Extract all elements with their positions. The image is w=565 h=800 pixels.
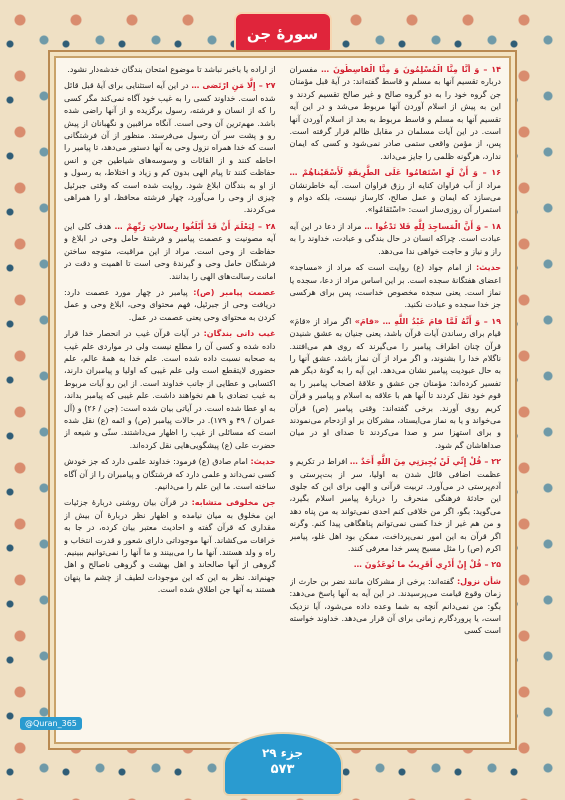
juz-label: جزء ۲۹ (261, 746, 304, 760)
verse-heading: ۲۸ – لِيَعْلَمَ أَنْ قَدْ أَبْلَغُوا رِسالاتِ رَبِّهِمْ … (114, 221, 276, 231)
surah-title: سورهٔ جن (246, 25, 319, 43)
paragraph (290, 576, 502, 638)
commentary-text: هدف کلی این آیه مصونیت و عصمت پیامبر و فرشتهٔ حامل وحی در ابلاغ و حفاظت از وحی است. مراد از این مراقبت، متوجه ساختن فرشتگان حامل وحی و گیرندهٔ وحی است تا اهمیت و دقت در امانت رسالت‌های الهی را بدانند. (64, 221, 276, 281)
verse-heading: ۲۵ – قُلْ إِنْ أَدْرِي أَقَرِيبٌ ما تُوعَدُونَ … (353, 560, 501, 570)
surah-title-badge (234, 12, 332, 56)
section-subheading: غیب دانی بندگان: (203, 329, 276, 339)
paragraph (290, 262, 502, 312)
commentary-text: مراد از دعا در این آیه عبادت است. چراکه انسان در حال بندگی و عبادت، خداوند را به راز و نیاز و حاجت خواهی ندا می‌دهد. (289, 221, 501, 256)
commentary-text: افراط در تکریم و عظمت اضافی قائل شدن به اولیا، سر از بت‌پرستی و آدم‌پرستی در می‌آورد. تربیت قرآنی و الهی برای این که جلوی این حادثهٔ فرهنگی منحرف را دربارهٔ پیامبر اسلام بگیرد، می‌گوید: بگو، اگر من خلافی کنم احدی نمی‌تواند به من پناه دهد و من هم غیر از خدا کسی نمی‌توانم پناهگاهی پیدا کنم. وگرنه اگر قرآن به این امور نمی‌پرداخت، ممکن بود اهل غلو، پیامبر اکرم (ص) را مثل مسیح پسر خدا معرفی کنند. (289, 457, 501, 554)
paragraph (64, 456, 276, 493)
paragraph (290, 316, 502, 452)
paragraph (290, 559, 502, 571)
commentary-text: از امام جواد (ع) روایت است که مراد از «مساجد» اعضای هفتگانهٔ سجده است. بر این اساس مراد از دعا، سجده یا نماز است. یعنی سجده مخصوص خداست، پس برای هرکسی جز خدا سجده و عبادت نکنید. (289, 263, 501, 310)
commentary-text: گفته‌اند: برخی از مشرکان مانند نضر بن حارث از زمان وقوع قیامت می‌پرسیدند. در این آیه به آنها پاسخ می‌دهد: بگو: من نمی‌دانم آنچه به شما وعده داده می‌شود، آیا نزدیک است، یا پروردگارم زمانی برای آن قرار می‌دهد. خداوند خواسته است کسی (289, 576, 501, 636)
left-column (64, 64, 276, 736)
channel-handle: @Quran_365 (25, 719, 77, 728)
verse-heading: ۲۷ – إِلَّا مَنِ ارْتَضى … (191, 81, 276, 91)
section-subheading: عصمت پیامبر (ص): (193, 287, 276, 297)
paragraph (64, 64, 276, 76)
page-body (54, 56, 511, 744)
commentary-text: مفسران درباره تقسیم آنها به مسلم و قاسط گفته‌اند: در آیهٔ قبل مؤمنان جن گروه خود را به دو گروه صالح و غیر صالح تقسیم کردند و این به پیش از اسلام آوردن آنها مربوط می‌شد و در این آیه تقسیم آنها به مسلم و قاسط مربوط به بعد از اسلام آوردن آنها است. در این آیات مسلمان در مقابل ظالم قرار گرفته است. پس، از مؤمن واقعی ستمی صادر نمی‌شود و کسی که ایمان ندارد، هرگونه ظلمی را جایز می‌داند. (289, 65, 501, 161)
commentary-text: در آیات قرآن غیب در انحصار خدا قرار داده شده و کسی آن را مطلع نیست ولی در مواردی علم غیب به صحابه نسبت داده شده است. علم خدا به همهٔ عالم، علم حضوری لایتقطع است ولی علم غیبی که اولیا و پیامبران دارند، اکتسابی و عطایی از جانب خداوند است. از این رو آیات مربوط به غیب تضادی با هم نخواهند داشت. علم غیبی که پیامبر بداند، به او عطا شده است. در آیاتی بیان شده است: (جن / ۲۶) و (آل عمران / ۴۹ و ۱۷۹). در حالات پیامبر (ص) و ائمه (ع) نقل شده است که مسائلی از غیب را اظهار می‌داشتند. سنّی و شیعه از حضرت علی (ع) پیشگویی‌هایی نقل کرده‌اند. (64, 329, 276, 450)
verse-heading: ۱۴ – وَ أَنَّا مِنَّا الْمُسْلِمُونَ وَ مِنَّا الْقاسِطُونَ … (321, 65, 501, 74)
commentary-text: مراد از آب فراوان کنایه از رزق فراوان است. آیه خاطرنشان می‌سازد که ایمان و عمل صالح، کارساز نیست، بلکه دوام و استمرار آن روزی‌ساز است: «اسْتَقامُوا». (289, 180, 501, 215)
paragraph (64, 80, 276, 216)
section-subheading: حدیث: (250, 457, 276, 467)
right-column (290, 64, 502, 736)
paragraph (64, 497, 276, 596)
commentary-text: از اراده یا باخبر نباشد تا موضوع امتحان بندگان خدشه‌دار نشود. (67, 65, 276, 74)
verse-heading: ۱۶ – وَ أَنْ لَوِ اسْتَقامُوا عَلَى الطَّرِيقَةِ لَأَسْقَيْناهُمْ … (289, 168, 501, 178)
channel-tag (20, 717, 82, 730)
text-columns (64, 64, 501, 736)
paragraph (290, 221, 502, 258)
commentary-text: در این آیه استثنایی برای آیهٔ قبل قائل شده است. خداوند کسی را به غیب خود آگاه نمی‌کند مگر کسی را که از انسان و فرشته، رسول برگزیده و از آنها راضی شده باشد. مهم‌ترین آن وحی است. آنگاه مراقبین و نگهبانان از پیش رو و پشت سر آن رسول می‌فرستد. منظور از آن فرشتگانی است که خدا همراه نزول وحی به آنها دستور می‌دهد، تا پیامبر را احاطه کنند و از القائات و وسوسه‌های شیاطین جن و انس حفاظت کنند تا پیام الهی بدون کم و زیاد و اختلاط، به رسول و از او به بندگان ابلاغ شود. روایت شده است که وقتی جبرئیل چیزی از وحی را می‌آورد، چهار فرشته محافظ، او را همراهی می‌کردند. (64, 81, 276, 215)
commentary-text: امام صادق (ع) فرمود: خداوند علمی دارد که جز خودش کسی نمی‌داند و علمی دارد که فرشتگان و پیامبران را از آن آگاه ساخته است. ما این علم را می‌دانیم. (64, 457, 276, 491)
verse-heading: ۱۸ – وَ أَنَّ الْمَساجِدَ لِلَّهِ فَلا تَدْعُوا … (364, 221, 501, 231)
paragraph (290, 64, 502, 163)
verse-heading: ۱۹ – وَ أَنَّهُ لَمَّا قامَ عَبْدُ اللَّهِ … «قامَ» (354, 316, 501, 326)
page-number: ۵۷۳ (270, 762, 295, 777)
verse-heading: ۲۲ – قُلْ إِنِّي لَنْ يُجِيرَنِي مِنَ اللَّهِ أَحَدٌ … (349, 457, 501, 467)
paragraph (290, 456, 502, 555)
section-subheading: شأن نزول: (456, 576, 501, 586)
paragraph (64, 287, 276, 324)
page-footer-badge (223, 732, 343, 796)
section-subheading: حدیث: (475, 263, 501, 273)
commentary-text: پیامبر در چهار مورد عصمت دارد: دریافت وحی از جبرئیل، فهم محتوای وحی، ابلاغ وحی و عمل کردن به محتوای وحی یعنی عصمت در عمل. (64, 287, 276, 322)
commentary-text: در قرآن بیان روشنی دربارهٔ جزئیات این مخلوق به میان نیامده و اظهار نظر دربارهٔ آن بیش از مقداری که قرآن گفته و احادیث معتبر بیان کرده، در جا به خرافات می‌کشاند. آنها موجوداتی دارای شعور و قدرت انتخاب و راه و ولد هستند. آنها ما را می‌بینند و ما آنها را نمی‌توانیم ببینیم. گروهی از آنها صالحاند و اهل بهشت و گروهی ناصالح و اهل جهنم‌اند. نظر به این که این موجودات لطیف از چشم ما پنهان هستند به آنها جن اطلاق شده است. (64, 498, 276, 595)
paragraph (64, 221, 276, 283)
paragraph (64, 328, 276, 452)
commentary-text: اگر مراد از «قامَ» قیام برای رساندن آیات قرآن باشد، یعنی جنیان به عشق شنیدن قرآن چنان اطراف پیامبر را می‌گیرند که روی هم می‌افتند. ناگلام خدا را بشنوند، و اگر مراد از آن نماز باشد، عشق آنها را به حال عبودیت پیامبر نشان می‌دهد. این آیه را به گونهٔ دیگر هم تفسیر کرده‌اند: مؤمنان جن عشق و علاقهٔ اصحاب پیامبر را به قوم خود نقل کردند تا آنها هم با علاقه به اسلام و پیامبر و قرآن کریم روی آورند. برخی گفته‌اند: وقتی پیامبر (ص) قرآن می‌خواند و یا به نماز می‌ایستاد، مشرکان بر او ازدحام می‌نمودند و برای استهزا سر و صدا می‌کردند تا صدای او در میان صداهاشان گم شود. (289, 316, 501, 450)
section-subheading: جن مخلوقی متشابه: (191, 498, 276, 508)
paragraph (290, 167, 502, 217)
